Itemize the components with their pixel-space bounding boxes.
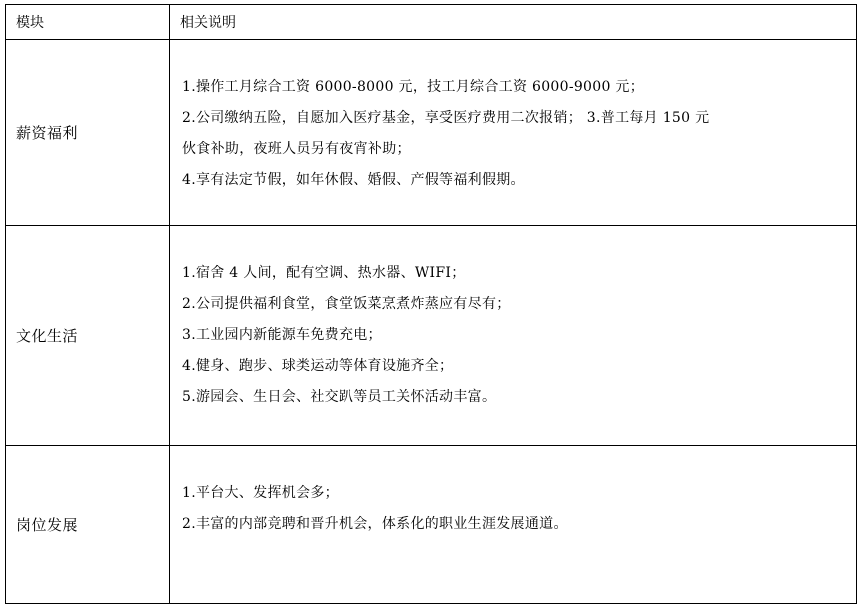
description-line: 5.游园会、生日会、社交趴等员工关怀活动丰富。: [182, 389, 497, 405]
benefits-table: [5, 4, 857, 604]
description-line: 1.操作工月综合工资 6000-8000 元，技工月综合工资 6000-9000 元；: [182, 79, 645, 95]
description-line: 4.享有法定节假，如年休假、婚假、产假等福利假期。: [182, 172, 525, 188]
description-line: 2.丰富的内部竞聘和晋升机会，体系化的职业生涯发展通道。: [182, 516, 568, 532]
table-header-row: [6, 5, 857, 40]
description-line: 3.工业园内新能源车免费充电；: [182, 327, 382, 343]
module-label: 岗位发展: [6, 446, 170, 604]
description-line: 伙食补助，夜班人员另有夜宵补助；: [182, 141, 411, 157]
description-line: 4.健身、跑步、球类运动等体育设施齐全；: [182, 358, 454, 374]
description-line: 1.宿舍 4 人间，配有空调、热水器、WIFI；: [182, 265, 466, 281]
description-line: 1.平台大、发挥机会多；: [182, 485, 339, 501]
description-cell: [170, 40, 857, 226]
table-row-culture-life: [6, 226, 857, 446]
description-cell: [170, 446, 857, 604]
description-cell: [170, 226, 857, 446]
header-description: 相关说明: [170, 5, 857, 40]
module-label: 薪资福利: [6, 40, 170, 226]
description-line: 2.公司缴纳五险，自愿加入医疗基金，享受医疗费用二次报销； 3.普工每月 150 元: [182, 110, 710, 126]
table-row-salary-benefits: [6, 40, 857, 226]
header-module: 模块: [6, 5, 170, 40]
module-label: 文化生活: [6, 226, 170, 446]
table-row-career-development: [6, 446, 857, 604]
description-line: 2.公司提供福利食堂，食堂饭菜烹煮炸蒸应有尽有；: [182, 296, 511, 312]
